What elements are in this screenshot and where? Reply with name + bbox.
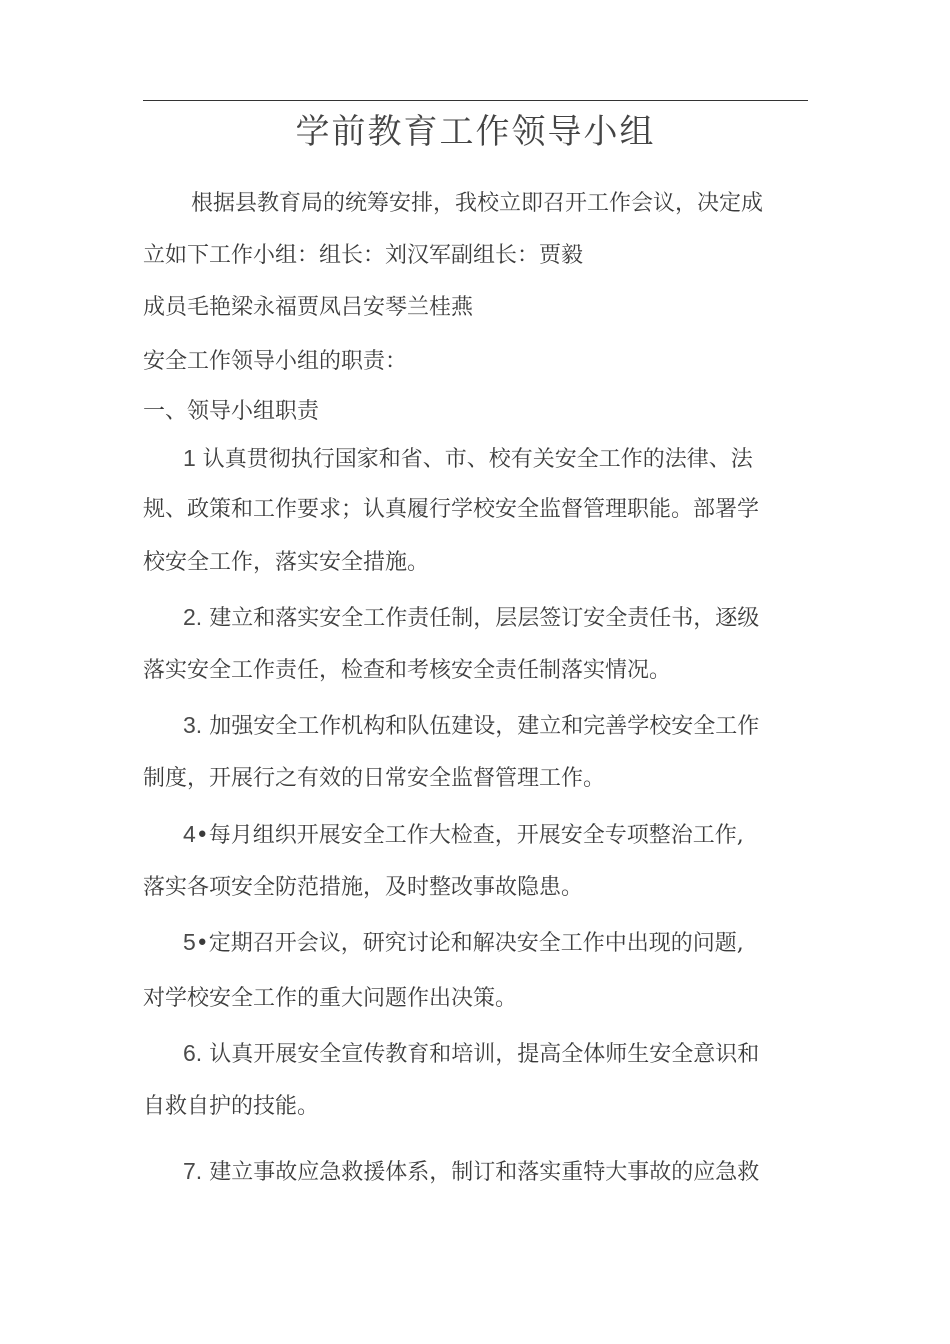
list-item-5-line-2: 对学校安全工作的重大问题作出决策。 <box>143 986 518 1011</box>
list-item-number: 6. <box>183 1040 203 1066</box>
list-item-text: •每月组织开展安全工作大检查，开展安全专项整治工作, <box>195 823 744 848</box>
top-rule <box>143 100 808 101</box>
list-item-3-line-1 <box>183 709 759 743</box>
members-line: 成员毛艳梁永福贾凤吕安琴兰桂燕 <box>143 295 474 320</box>
list-item-text: 认真贯彻执行国家和省、市、校有关安全工作的法律、法 <box>202 447 753 472</box>
list-item-number: 7. <box>183 1158 203 1184</box>
list-item-4-line-1 <box>183 818 744 852</box>
document-title: 学前教育工作领导小组 <box>295 112 656 152</box>
list-item-text: •定期召开会议，研究讨论和解决安全工作中出现的问题, <box>195 931 744 956</box>
list-item-text: 认真开展安全宣传教育和培训，提高全体师生安全意识和 <box>209 1042 760 1067</box>
intro-line-1: 根据县教育局的统筹安排，我校立即召开工作会议，决定成 <box>191 191 764 216</box>
duties-heading: 安全工作领导小组的职责： <box>143 349 408 374</box>
list-item-4-line-2: 落实各项安全防范措施，及时整改事故隐患。 <box>143 875 584 900</box>
list-item-2-line-2: 落实安全工作责任，检查和考核安全责任制落实情况。 <box>143 658 672 683</box>
list-item-number: 4 <box>183 821 196 847</box>
list-item-text: 加强安全工作机构和队伍建设，建立和完善学校安全工作 <box>209 714 760 739</box>
list-item-1-line-3: 校安全工作，落实安全措施。 <box>143 550 430 575</box>
list-item-number: 1 <box>183 445 196 471</box>
list-item-7-line-1 <box>183 1155 759 1189</box>
list-item-2-line-1 <box>183 601 759 635</box>
list-item-text: 建立事故应急救援体系，制订和落实重特大事故的应急救 <box>209 1160 760 1185</box>
list-item-1-line-1 <box>183 442 753 476</box>
section-heading: 一、领导小组职责 <box>143 399 320 424</box>
list-item-text: 建立和落实安全工作责任制，层层签订安全责任书，逐级 <box>209 606 760 631</box>
list-item-6-line-2: 自救自护的技能。 <box>143 1094 320 1119</box>
list-item-1-line-2: 规、政策和工作要求；认真履行学校安全监督管理职能。部署学 <box>143 497 760 522</box>
list-item-5-line-1 <box>183 926 744 960</box>
intro-line-2: 立如下工作小组：组长：刘汉军副组长：贾毅 <box>143 243 584 268</box>
list-item-number: 2. <box>183 604 203 630</box>
list-item-6-line-1 <box>183 1037 759 1071</box>
list-item-number: 5 <box>183 929 196 955</box>
list-item-number: 3. <box>183 712 203 738</box>
list-item-3-line-2: 制度，开展行之有效的日常安全监督管理工作。 <box>143 766 606 791</box>
